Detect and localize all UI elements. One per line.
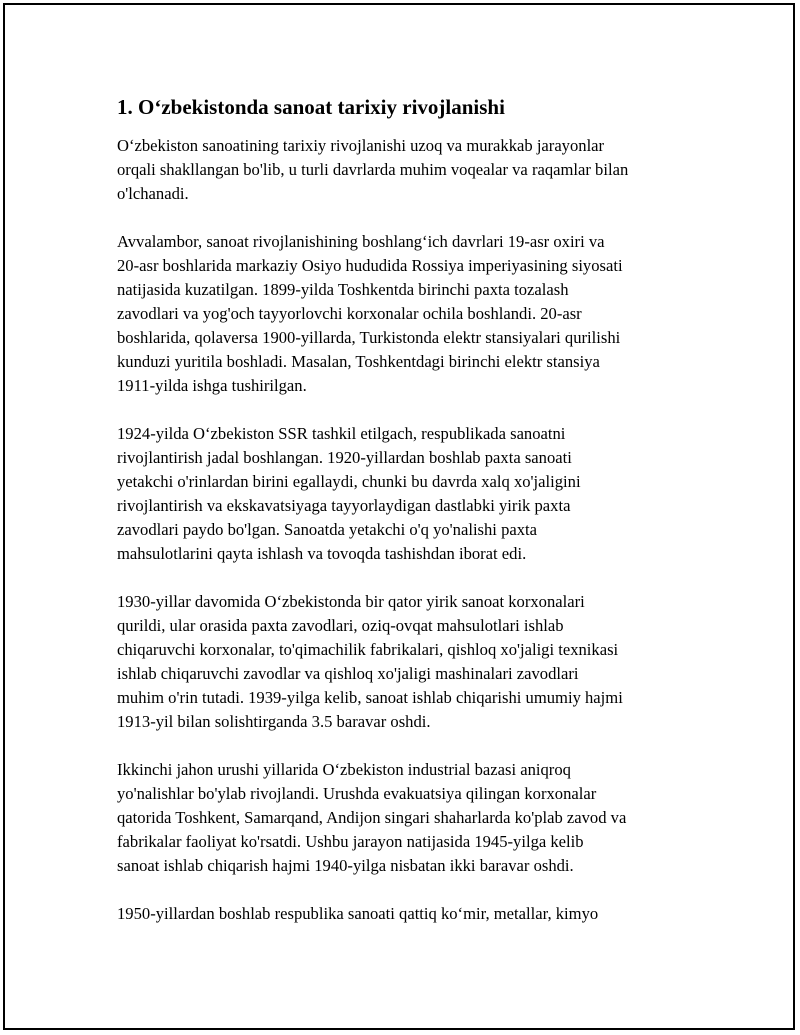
text-line: kunduzi yuritila boshladi. Masalan, Toshkentdagi birinchi elektr stansiya [117, 352, 600, 371]
text-line: natijasida kuzatilgan. 1899-yilda Toshkentda birinchi paxta tozalash [117, 280, 569, 299]
document-body [117, 92, 697, 950]
text-line: zavodlari va yog'och tayyorlovchi korxonalar ochila boshlandi. 20-asr [117, 304, 582, 323]
text-line: 1913-yil bilan solishtirganda 3.5 baravar oshdi. [117, 712, 431, 731]
text-line: Ikkinchi jahon urushi yillarida O‘zbekiston industrial bazasi aniqroq [117, 760, 571, 779]
paragraph [117, 230, 697, 398]
text-line: mahsulotlarini qayta ishlash va tovoqda tashishdan iborat edi. [117, 544, 527, 563]
text-line: yetakchi o'rinlardan birini egallaydi, chunki bu davrda xalq xo'jaligini [117, 472, 581, 491]
text-line: yo'nalishlar bo'ylab rivojlandi. Urushda evakuatsiya qilingan korxonalar [117, 784, 597, 803]
text-line: qatorida Toshkent, Samarqand, Andijon singari shaharlarda ko'plab zavod va [117, 808, 627, 827]
text-line: fabrikalar faoliyat ko'rsatdi. Ushbu jarayon natijasida 1945-yilga kelib [117, 832, 584, 851]
text-line: qurildi, ular orasida paxta zavodlari, oziq-ovqat mahsulotlari ishlab [117, 616, 564, 635]
text-line: Avvalambor, sanoat rivojlanishining boshlang‘ich davrlari 19-asr oxiri va [117, 232, 605, 251]
paragraph [117, 590, 697, 734]
text-line: boshlarida, qolaversa 1900-yillarda, Turkistonda elektr stansiyalari qurilishi [117, 328, 621, 347]
text-line: rivojlantirish va ekskavatsiyaga tayyorlaydigan dastlabki yirik paxta [117, 496, 571, 515]
text-line: rivojlantirish jadal boshlangan. 1920-yillardan boshlab paxta sanoati [117, 448, 572, 467]
paragraph [117, 758, 697, 878]
text-line: orqali shakllangan bo'lib, u turli davrlarda muhim voqealar va raqamlar bilan [117, 160, 629, 179]
text-line: O‘zbekiston sanoatining tarixiy rivojlanishi uzoq va murakkab jarayonlar [117, 136, 605, 155]
paragraph [117, 902, 697, 926]
paragraph [117, 422, 697, 566]
paragraph [117, 134, 697, 206]
text-line: 1950-yillardan boshlab respublika sanoati qattiq ko‘mir, metallar, kimyo [117, 904, 599, 923]
text-line: muhim o'rin tutadi. 1939-yilga kelib, sanoat ishlab chiqarishi umumiy hajmi [117, 688, 623, 707]
text-line: 1930-yillar davomida O‘zbekistonda bir qator yirik sanoat korxonalari [117, 592, 585, 611]
text-line: sanoat ishlab chiqarish hajmi 1940-yilga nisbatan ikki baravar oshdi. [117, 856, 574, 875]
text-line: 1924-yilda O‘zbekiston SSR tashkil etilgach, respublikada sanoatni [117, 424, 566, 443]
text-line: zavodlari paydo bo'lgan. Sanoatda yetakchi o'q yo'nalishi paxta [117, 520, 538, 539]
section-heading: 1. O‘zbekistonda sanoat tarixiy rivojlanishi [117, 95, 505, 119]
text-line: chiqaruvchi korxonalar, to'qimachilik fabrikalari, qishloq xo'jaligi texnikasi [117, 640, 619, 659]
text-line: 20-asr boshlarida markaziy Osiyo hududida Rossiya imperiyasining siyosati [117, 256, 623, 275]
text-line: o'lchanadi. [117, 184, 189, 203]
text-line: ishlab chiqaruvchi zavodlar va qishloq xo'jaligi mashinalari zavodlari [117, 664, 579, 683]
text-line: 1911-yilda ishga tushirilgan. [117, 376, 307, 395]
